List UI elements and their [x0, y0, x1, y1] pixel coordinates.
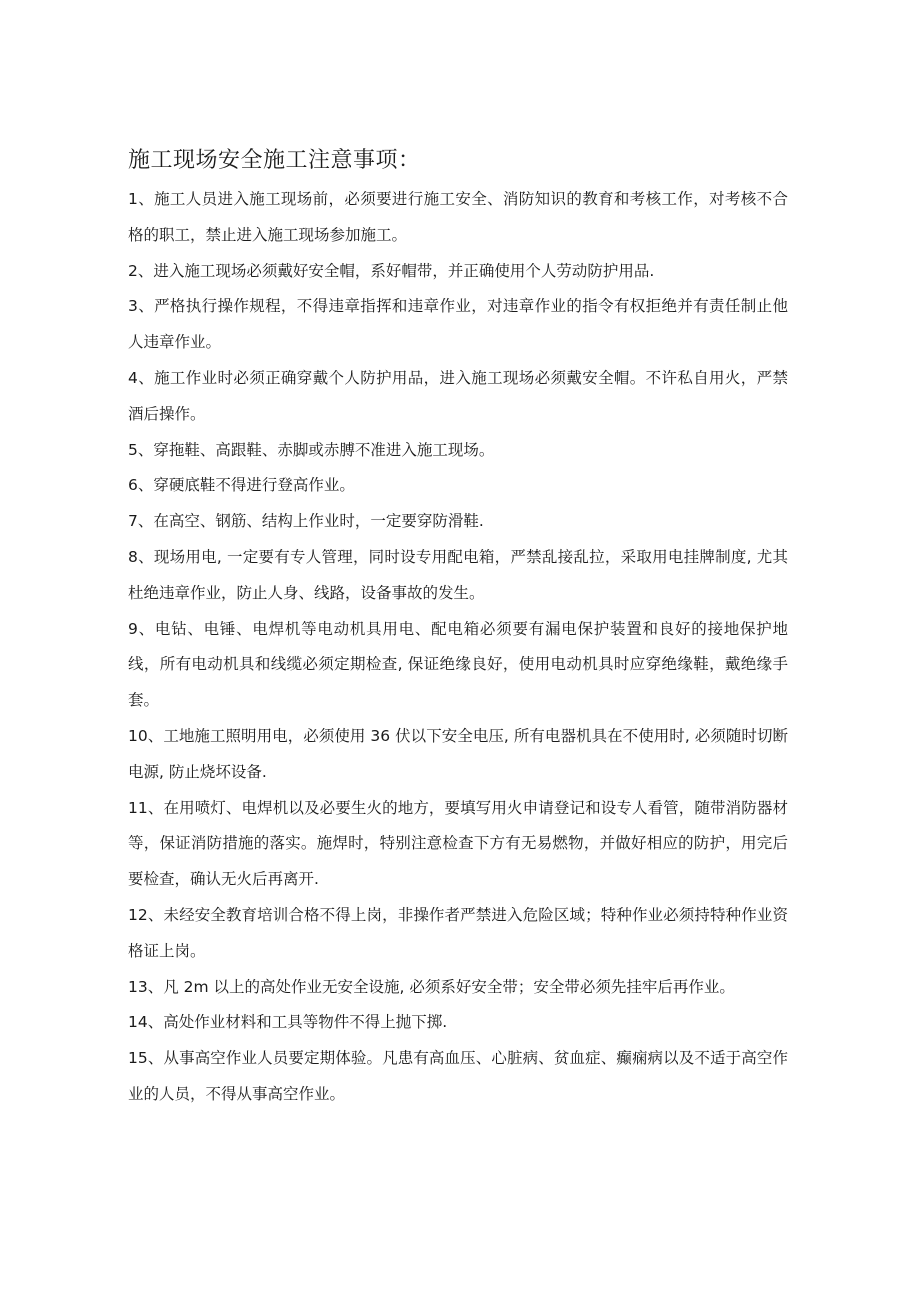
- safety-rule-5: 5、穿拖鞋、高跟鞋、赤脚或赤膊不准进入施工现场。: [128, 440, 495, 459]
- safety-rule-10: 10、工地施工照明用电，必须使用 36 伏以下安全电压, 所有电器机具在不使用时, 必须随时切断电源, 防止烧坏设备.: [128, 726, 788, 781]
- safety-rule-2: 2、进入施工现场必须戴好安全帽，系好帽带，并正确使用个人劳动防护用品.: [128, 261, 655, 280]
- safety-rule-3: 3、严格执行操作规程，不得违章指挥和违章作业，对违章作业的指令有权拒绝并有责任制止他人违章作业。: [128, 297, 788, 352]
- safety-rules-list: [128, 182, 788, 1113]
- document-title: 施工现场安全施工注意事项：: [128, 148, 421, 173]
- safety-rule-9: 9、电钻、电锤、电焊机等电动机具用电、配电箱必须要有漏电保护装置和良好的接地保护地线，所有电动机具和线缆必须定期检查, 保证绝缘良好，使用电动机具时应穿绝缘鞋，戴绝缘手套。: [128, 619, 788, 710]
- safety-rule-6: 6、穿硬底鞋不得进行登高作业。: [128, 476, 355, 495]
- safety-rule-4: 4、施工作业时必须正确穿戴个人防护用品，进入施工现场必须戴安全帽。不许私自用火，严禁酒后操作。: [128, 368, 788, 423]
- safety-rule-8: 8、现场用电, 一定要有专人管理，同时设专用配电箱，严禁乱接乱拉，采取用电挂牌制度, 尤其杜绝违章作业，防止人身、线路，设备事故的发生。: [128, 547, 788, 602]
- safety-rule-11: 11、在用喷灯、电焊机以及必要生火的地方，要填写用火申请登记和设专人看管，随带消防器材等，保证消防措施的落实。施焊时，特别注意检查下方有无易燃物，并做好相应的防护，用完后要检查，确认无火后再离开.: [128, 798, 788, 889]
- safety-rule-15: 15、从事高空作业人员要定期体验。凡患有高血压、心脏病、贫血症、癫痫病以及不适于高空作业的人员，不得从事高空作业。: [128, 1049, 788, 1103]
- safety-rule-1: 1、施工人员进入施工现场前，必须要进行施工安全、消防知识的教育和考核工作，对考核不合格的职工，禁止进入施工现场参加施工。: [128, 190, 788, 244]
- safety-rule-13: 13、凡 2m 以上的高处作业无安全设施, 必须系好安全带；安全带必须先挂牢后再作业。: [128, 977, 735, 996]
- safety-rule-14: 14、高处作业材料和工具等物件不得上抛下掷.: [128, 1013, 448, 1032]
- safety-rule-12: 12、未经安全教育培训合格不得上岗，非操作者严禁进入危险区域；特种作业必须持特种作业资格证上岗。: [128, 905, 788, 960]
- safety-rule-7: 7、在高空、钢筋、结构上作业时，一定要穿防滑鞋.: [128, 512, 484, 531]
- document-body: [128, 146, 788, 1113]
